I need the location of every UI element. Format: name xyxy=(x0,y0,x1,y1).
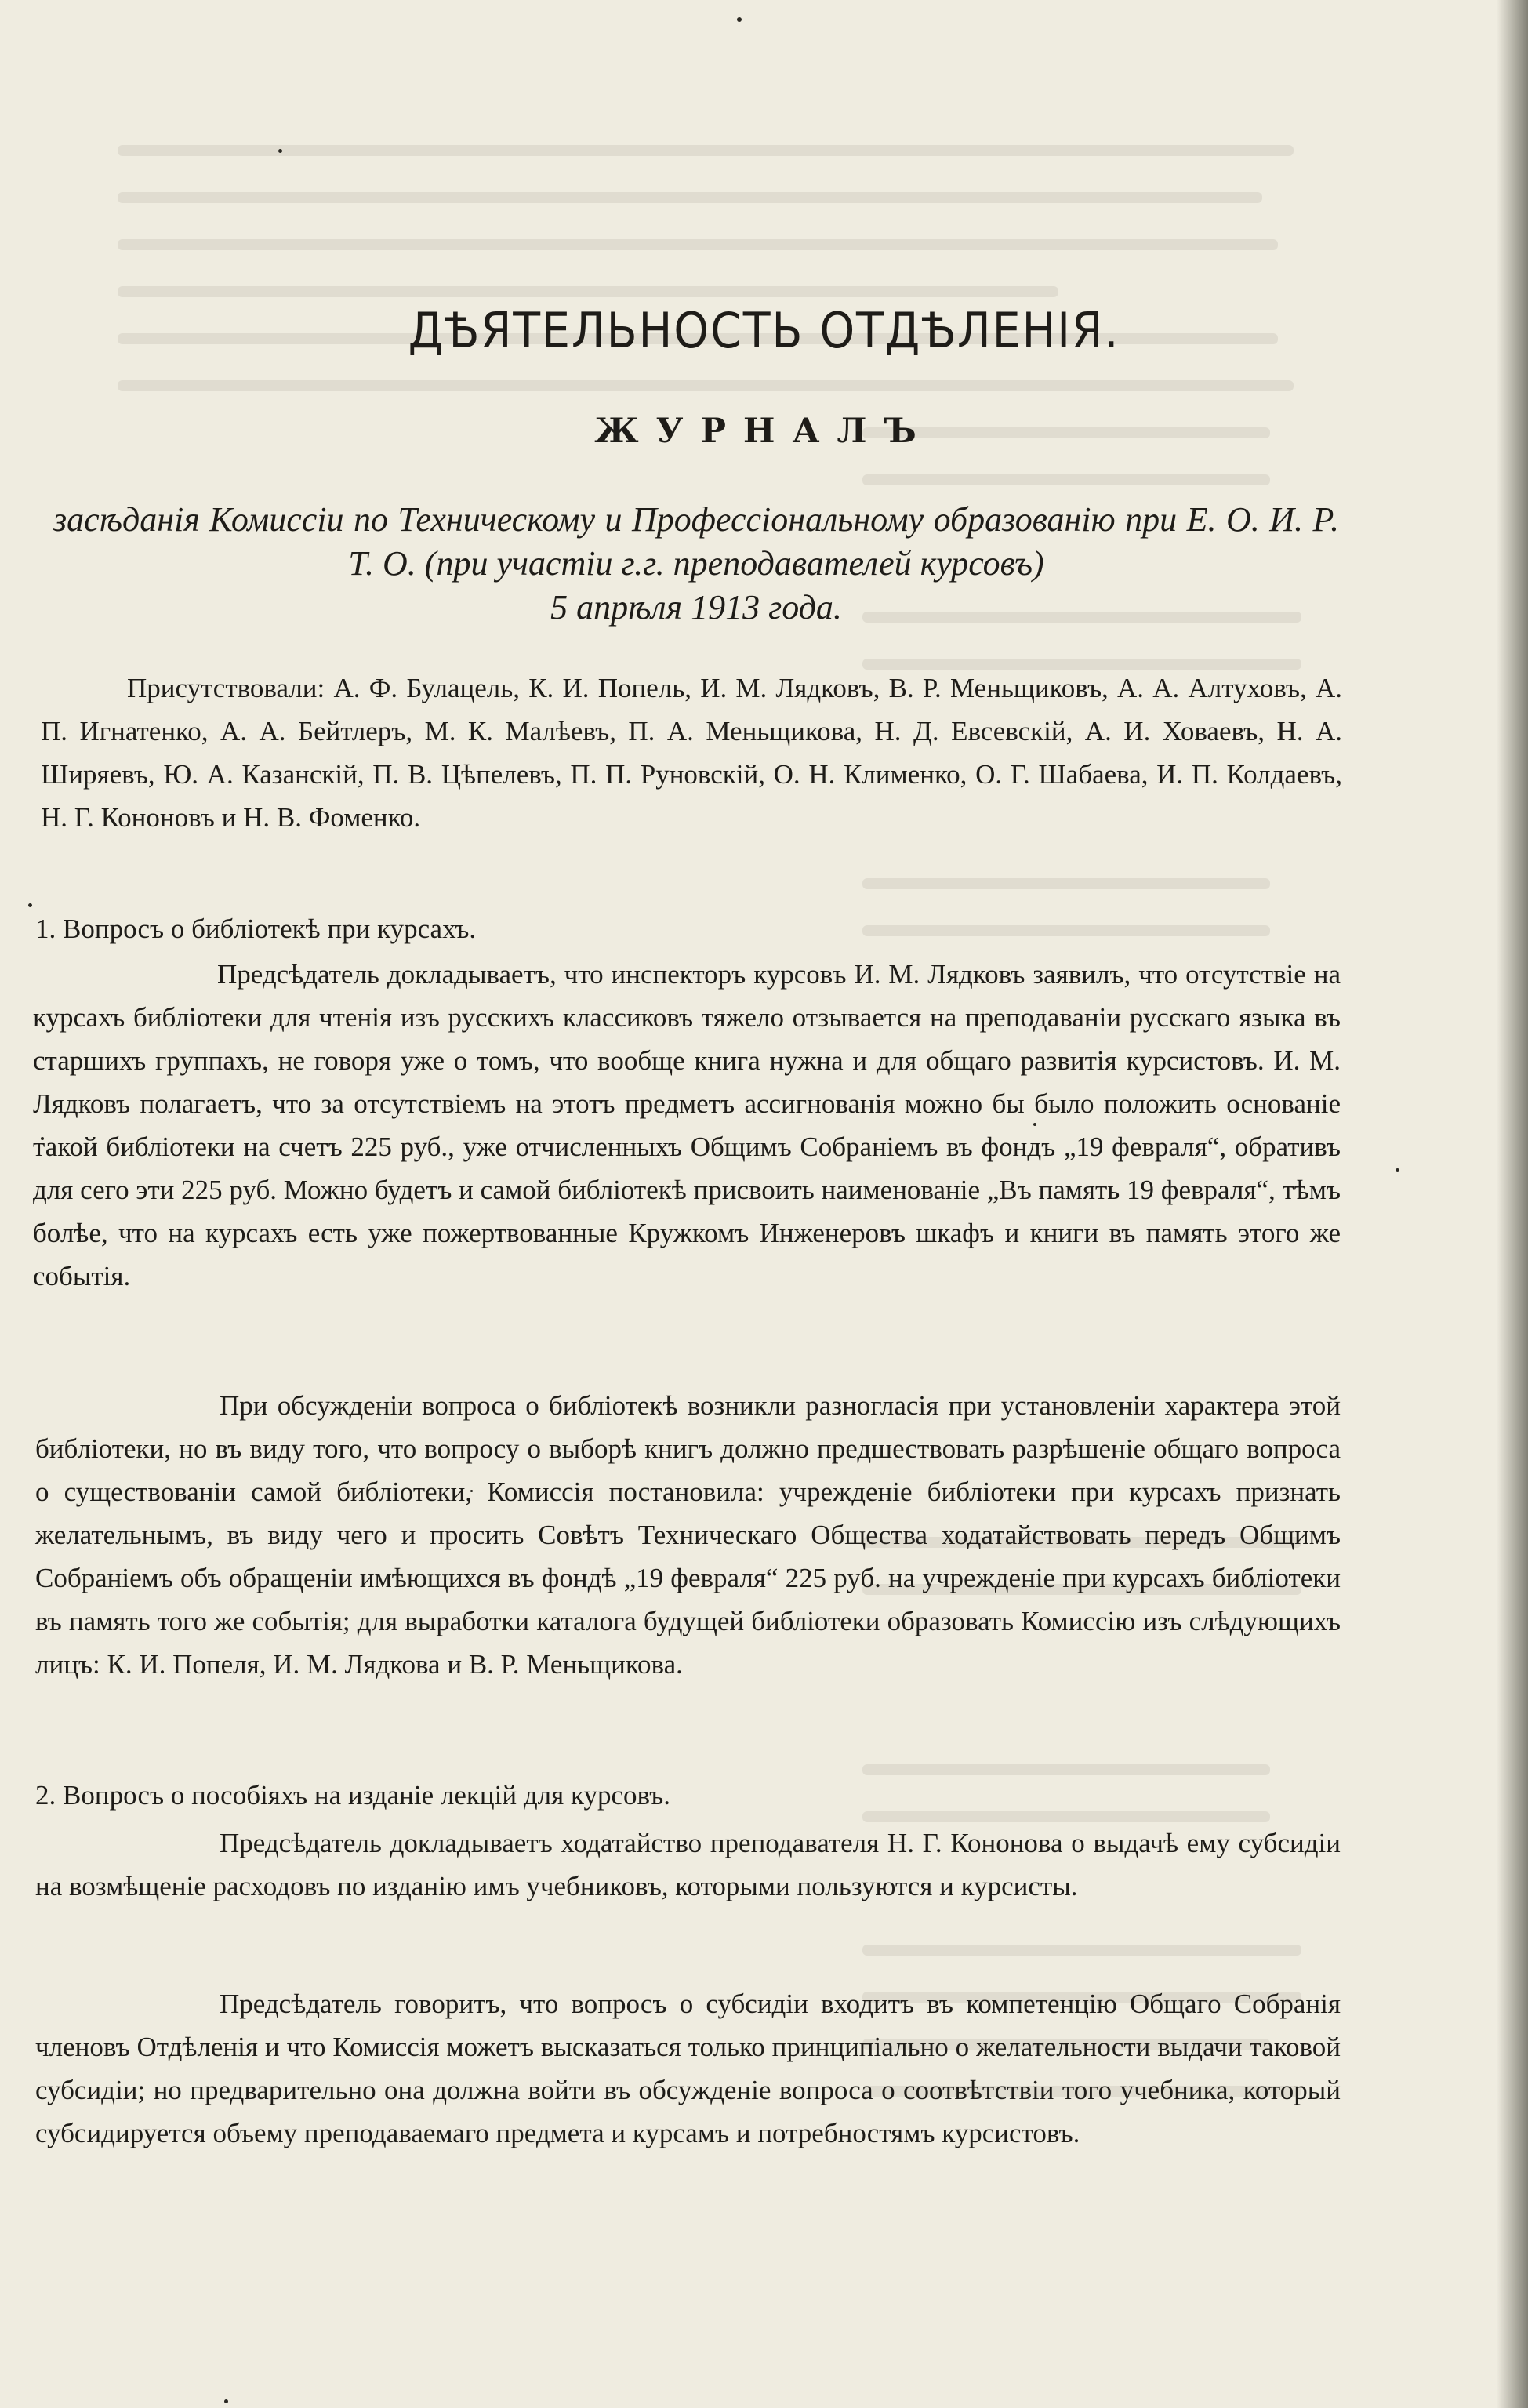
page-title: ДѢЯТЕЛЬНОСТЬ ОТДѢЛЕНІЯ. xyxy=(408,302,1120,359)
section-title-lectures: 2. Вопросъ о пособіяхъ на изданіе лекцій для курсовъ. xyxy=(35,1780,670,1811)
paragraph-text: Предсѣдатель докладываетъ, что инспекторъ курсовъ И. М. Лядковъ заявилъ, что отсутствіе на курсахъ библіотеки для чтенія изъ русскихъ классиковъ тяжело отзывается на преподаваніи русскаго языка въ старшихъ группахъ, не говоря уже о томъ, что вообще книга нужна и для общаго развитія курсистовъ. И. М. Лядковъ полагаетъ, что за отсутствіемъ на этотъ предметъ ассигнованія можно бы было положить основаніе такой библіотеки на счетъ 225 руб., уже отчисленныхъ Общимъ Собраніемъ въ фондъ „19 февраля“, обративъ для сего эти 225 руб. Можно будетъ и самой библіотекѣ присвоить наименованіе „Въ память 19 февраля“, тѣмъ болѣе, что на курсахъ есть уже пожертвованные Кружкомъ Инженеровъ шкафъ и книги въ память этого же событія. xyxy=(33,959,1341,1291)
section-title-library: 1. Вопросъ о библіотекѣ при курсахъ. xyxy=(35,913,477,944)
paragraph-lectures-request xyxy=(35,1821,1341,1908)
paragraph-text: Предсѣдатель докладываетъ ходатайство преподавателя Н. Г. Кононова о выдачѣ ему субсидіи на возмѣщеніе расходовъ по изданію имъ учебниковъ, которыми пользуются и курсисты. xyxy=(35,1828,1341,1901)
attendees-list: Присутствовали: А. Ф. Булацель, К. И. Попель, И. М. Лядковъ, В. Р. Меньщиковъ, А. А. Алтуховъ, А. П. Игнатенко, А. А. Бейтлеръ, М. К. Малѣевъ, П. А. Меньщикова, Н. Д. Евсевскій, А. И. Ховаевъ, Н. А. Ширяевъ, Ю. А. Казанскій, П. В. Цѣпелевъ, П. П. Руновскій, О. Н. Клименко, О. Г. Шабаева, И. П. Колдаевъ, Н. Г. Кононовъ и Н. В. Фоменко. xyxy=(41,673,1342,833)
paragraph-text: При обсужденіи вопроса о библіотекѣ возникли разногласія при установленіи характера этой библіотеки, но въ виду того, что вопросу о выборѣ книгъ должно предшествовать разрѣшеніе общаго вопроса о существованіи самой библіотеки, Комиссія постановила: учрежденіе библіотеки при курсахъ признать желательнымъ, въ виду чего и просить Совѣтъ Техническаго Общества ходатайствовать передъ Общимъ Собраніемъ объ обращеніи имѣющихся въ фондѣ „19 февраля“ 225 руб. на учрежденіе при курсахъ библіотеки въ память того же событія; для выработки каталога будущей библіотеки образовать Комиссію изъ слѣдующихъ лицъ: К. И. Попеля, И. М. Лядкова и В. Р. Меньщикова. xyxy=(35,1390,1341,1680)
page-edge-shadow xyxy=(1497,0,1528,2408)
meeting-description xyxy=(53,498,1339,630)
meeting-date: 5 апрѣля 1913 года. xyxy=(550,588,842,627)
journal-subtitle: ЖУРНАЛЪ xyxy=(594,412,934,451)
paragraph-lectures-discussion xyxy=(35,1982,1341,2155)
paragraph-text: Предсѣдатель говоритъ, что вопросъ о субсидіи входитъ въ компетенцію Общаго Собранія членовъ Отдѣленія и что Комиссія можетъ высказаться только принципіально о желательности выдачи таковой субсидіи; но предварительно она должна войти въ обсужденіе вопроса о соотвѣтствіи того учебника, который субсидируется объему преподаваемаго предмета и курсамъ и потребностямъ курсистовъ. xyxy=(35,1989,1341,2148)
paragraph-library-decision xyxy=(35,1384,1341,1686)
paragraph-library-report xyxy=(35,953,1341,1298)
meeting-description-text: засѣданія Комиссіи по Техническому и Профессіональному образованію при Е. О. И. Р. Т. О. (при участіи г.г. преподавателей курсовъ) xyxy=(53,500,1339,583)
